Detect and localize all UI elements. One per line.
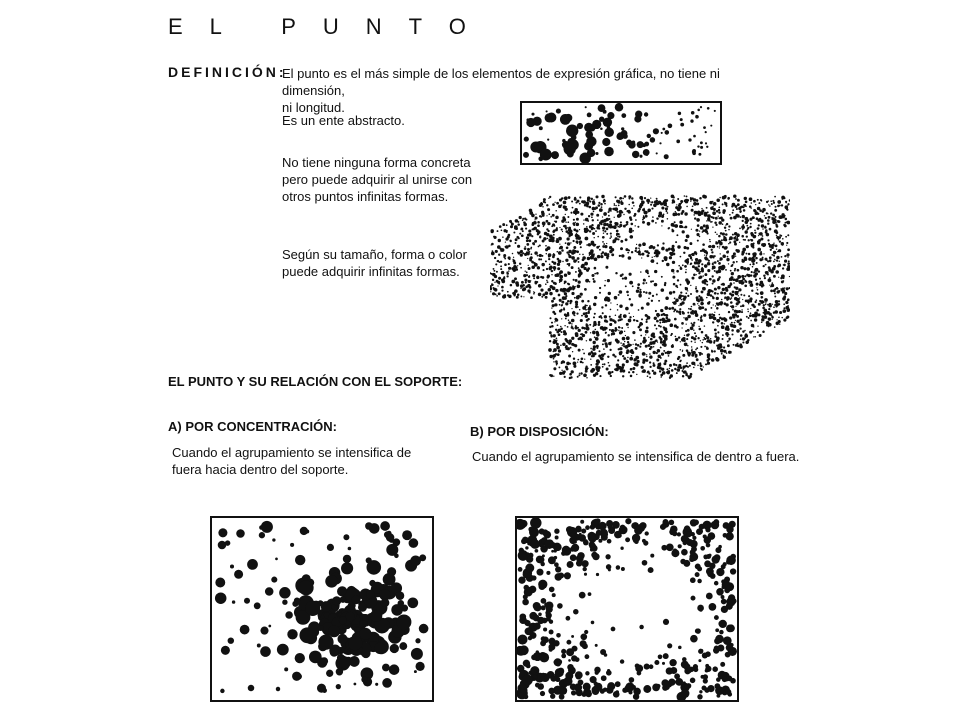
dot-strip-figure — [520, 101, 722, 165]
definition-paragraph-4 — [282, 246, 467, 280]
p3-line-2: pero puede adquirir al unirse con — [282, 172, 473, 187]
definition-line-2: ni longitud. — [282, 100, 345, 115]
p3-line-3: otros puntos infinitas formas. — [282, 189, 449, 204]
p4-line-2: puede adquirir infinitas formas. — [282, 264, 460, 279]
concentration-desc-line-2: fuera hacia dentro del soporte. — [172, 462, 349, 477]
disposition-description: Cuando el agrupamiento se intensifica de dentro a fuera. — [472, 449, 800, 464]
page-title: EL PUNTO — [168, 14, 493, 39]
relation-heading: EL PUNTO Y SU RELACIÓN CON EL SOPORTE: — [168, 374, 463, 389]
concentration-figure — [210, 516, 434, 702]
dot-strip-illustration — [522, 103, 720, 163]
stippled-eye-figure — [490, 188, 790, 403]
definition-line-1: El punto es el más simple de los elementos de expresión gráfica, no tiene ni dimensión, — [282, 66, 720, 98]
stippled-eye-illustration — [490, 188, 790, 403]
disposition-title: B) POR DISPOSICIÓN: — [470, 424, 609, 439]
p3-line-1: No tiene ninguna forma concreta — [282, 155, 471, 170]
definition-paragraph-3 — [282, 154, 472, 205]
concentration-desc-line-1: Cuando el agrupamiento se intensifica de — [172, 445, 412, 460]
concentration-title: A) POR CONCENTRACIÓN: — [168, 419, 337, 434]
definition-paragraph-2: Es un ente abstracto. — [282, 113, 405, 128]
definition-label: DEFINICIÓN: — [168, 64, 287, 80]
concentration-dot-illustration — [212, 518, 432, 700]
disposition-dot-illustration — [517, 518, 737, 700]
disposition-figure — [515, 516, 739, 702]
concentration-description — [172, 444, 411, 478]
p4-line-1: Según su tamaño, forma o color — [282, 247, 467, 262]
